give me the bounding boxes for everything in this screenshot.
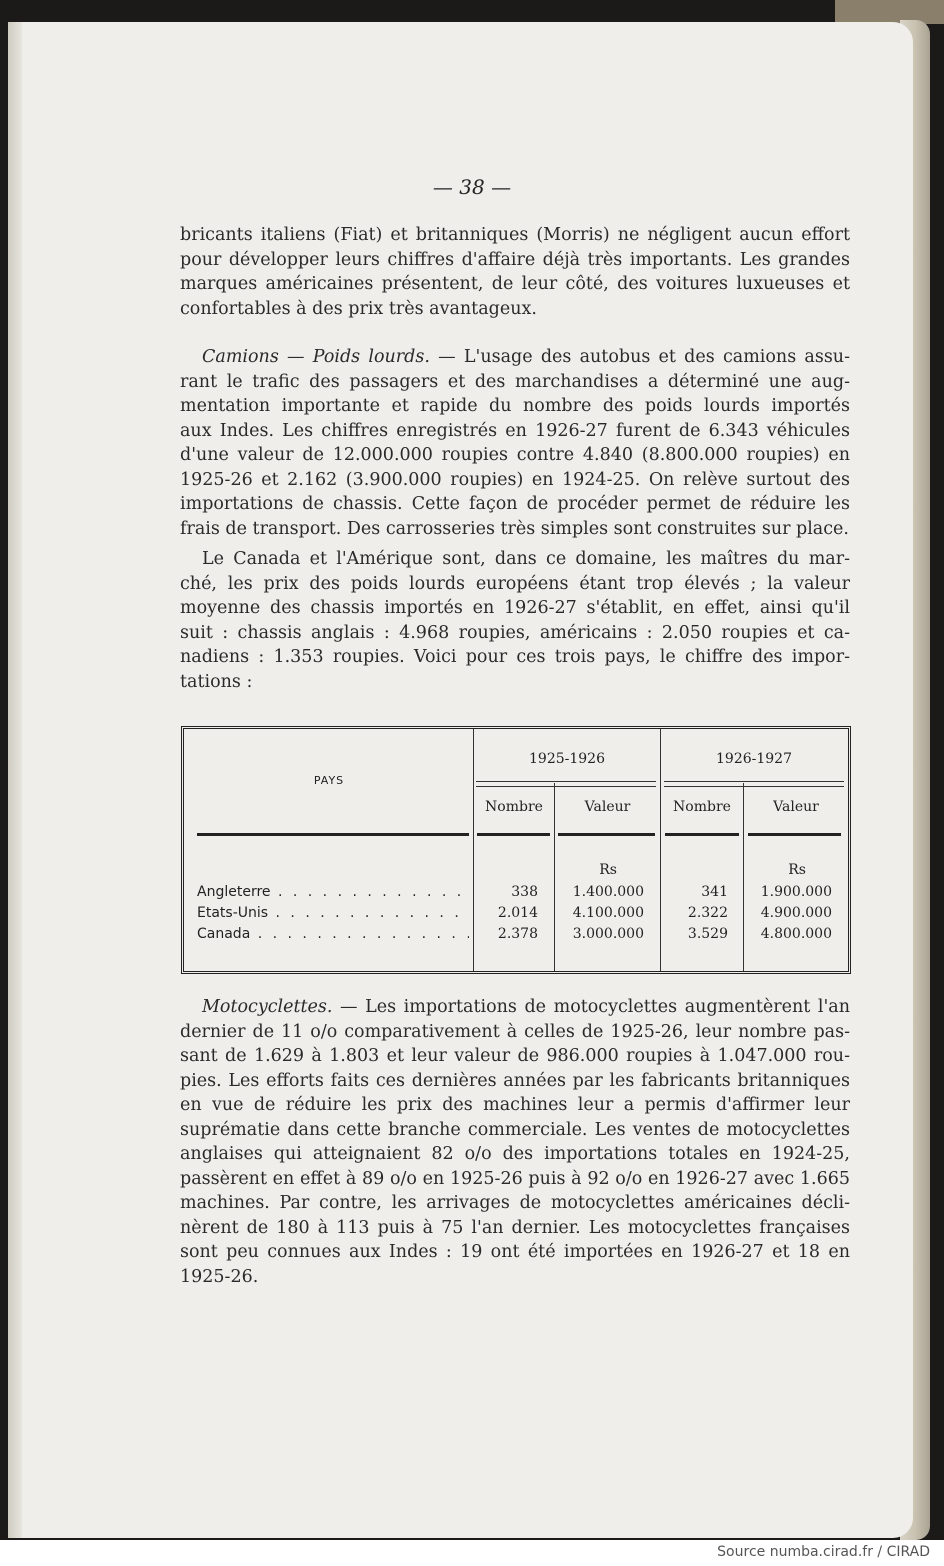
text-line: dernier de 11 o/o comparativement à celles de 1925-26, leur nombre pas- [180,1021,850,1042]
text-fragment: — L'usage des autobus et des camions assu- [429,347,850,367]
header-nombre-1: Nombre [485,799,543,815]
text-line: tations : [180,671,253,692]
header-nombre-2: Nombre [673,799,731,815]
paragraph-canada [180,547,850,694]
text-line: 1925-26. [180,1266,259,1287]
text-line: pour développer leurs chiffres d'affaire déjà très importants. Les grandes [180,249,850,270]
row-country: Angleterre . . . [197,884,469,900]
header-rule [558,833,655,836]
cell-valeur: 3.000.000 [572,926,644,942]
year-rule [664,781,844,787]
cell-nombre: 3.529 [687,926,728,942]
header-valeur-2: Valeur [773,799,819,815]
text-line: sont peu connues aux Indes : 19 ont été importées en 1926-27 et 18 en [180,1242,850,1262]
imports-table [181,726,851,974]
header-year-1925: 1925-1926 [529,751,605,767]
text-line: suit : chassis anglais : 4.968 roupies, américains : 2.050 roupies et ca- [180,622,850,643]
text-line: frais de transport. Des carrosseries très simples sont construites sur place. [180,518,849,539]
text-line [180,345,850,370]
text-line: pies. Les efforts faits ces dernières années par les fabricants britanniques [180,1070,850,1091]
book-cloth-corner [835,0,944,24]
text-line: aux Indes. Les chiffres enregistrés en 1926-27 furent de 6.343 véhicules [180,420,850,441]
header-rule [197,833,469,836]
currency-label-1: Rs [599,862,617,878]
text-line: 1925-26 et 2.162 (3.900.000 roupies) en 1924-25. On relève surtout des [180,469,850,490]
row-country: Canada . . . [197,926,469,942]
text-line: marques américaines présentent, de leur côté, des voitures luxueuses et [180,274,850,294]
text-line: bricants italiens (Fiat) et britanniques (Morris) ne négligent aucun effort [180,225,850,245]
text-line: confortables à des prix très avantageux. [180,298,537,319]
text-line: sant de 1.629 à 1.803 et leur valeur de 986.000 roupies à 1.047.000 rou- [180,1046,850,1066]
paragraph-1 [180,223,850,321]
year-rule [476,781,656,787]
row-country: Etats-Unis . . . [197,905,469,921]
cell-valeur: 4.800.000 [760,926,832,942]
text-line: rant le trafic des passagers et des marchandises a déterminé une aug- [180,371,850,392]
text-line: mentation importante et rapide du nombre des poids lourds importés [180,396,850,416]
text-fragment: — Les importations de motocyclettes augmentèrent l'an [332,997,850,1017]
section-lead-motocyclettes: Motocyclettes. [202,997,333,1017]
cell-valeur: 4.900.000 [760,905,832,921]
text-line [180,995,850,1020]
header-rule [748,833,841,836]
paragraph-motocyclettes [180,995,850,1289]
cell-nombre: 341 [701,884,728,900]
header-pays: PAYS [313,774,345,787]
cell-nombre: 338 [511,884,538,900]
cell-valeur: 4.100.000 [572,905,644,921]
header-rule [477,833,550,836]
text-line: nèrent de 180 à 113 puis à 75 l'an dernier. Les motocyclettes françaises [180,1217,850,1238]
text-line: anglaises qui atteignaient 82 o/o des importations totales en 1924-25, [180,1144,850,1164]
header-year-1926: 1926-1927 [716,751,792,767]
cell-valeur: 1.400.000 [572,884,644,900]
cell-nombre: 2.322 [687,905,728,921]
cell-valeur: 1.900.000 [760,884,832,900]
currency-label-2: Rs [788,862,806,878]
section-lead-camions: Camions — Poids lourds. [202,347,430,367]
cell-nombre: 2.378 [497,926,538,942]
text-line: d'une valeur de 12.000.000 roupies contre 4.840 (8.800.000 roupies) en [180,445,850,465]
page-gutter [8,22,22,1538]
text-line: moyenne des chassis importés en 1926-27 s'établit, en effet, ainsi qu'il [180,598,850,618]
text-line: nadiens : 1.353 roupies. Voici pour ces trois pays, le chiffre des impor- [180,647,850,667]
paragraph-camions [180,345,850,541]
text-line: importations de chassis. Cette façon de procéder permet de réduire les [180,494,850,514]
text-line: en vue de réduire les prix des machines leur a permis d'affirmer leur [180,1095,850,1115]
text-line: passèrent en effet à 89 o/o en 1925-26 puis à 92 o/o en 1926-27 avec 1.665 [180,1168,850,1189]
text-line: Le Canada et l'Amérique sont, dans ce domaine, les maîtres du mar- [202,549,850,569]
text-line: suprématie dans cette branche commerciale. Les ventes de motocyclettes [180,1119,850,1140]
cell-nombre: 2.014 [497,905,538,921]
header-valeur-1: Valeur [584,799,631,815]
source-credit: Source numba.cirad.fr / CIRAD [717,1544,930,1560]
page-number: — 38 — [432,175,512,199]
text-line: machines. Par contre, les arrivages de motocyclettes américaines décli- [180,1193,850,1213]
text-line: ché, les prix des poids lourds européens étant trop élevés ; la valeur [180,573,850,594]
header-rule [665,833,739,836]
